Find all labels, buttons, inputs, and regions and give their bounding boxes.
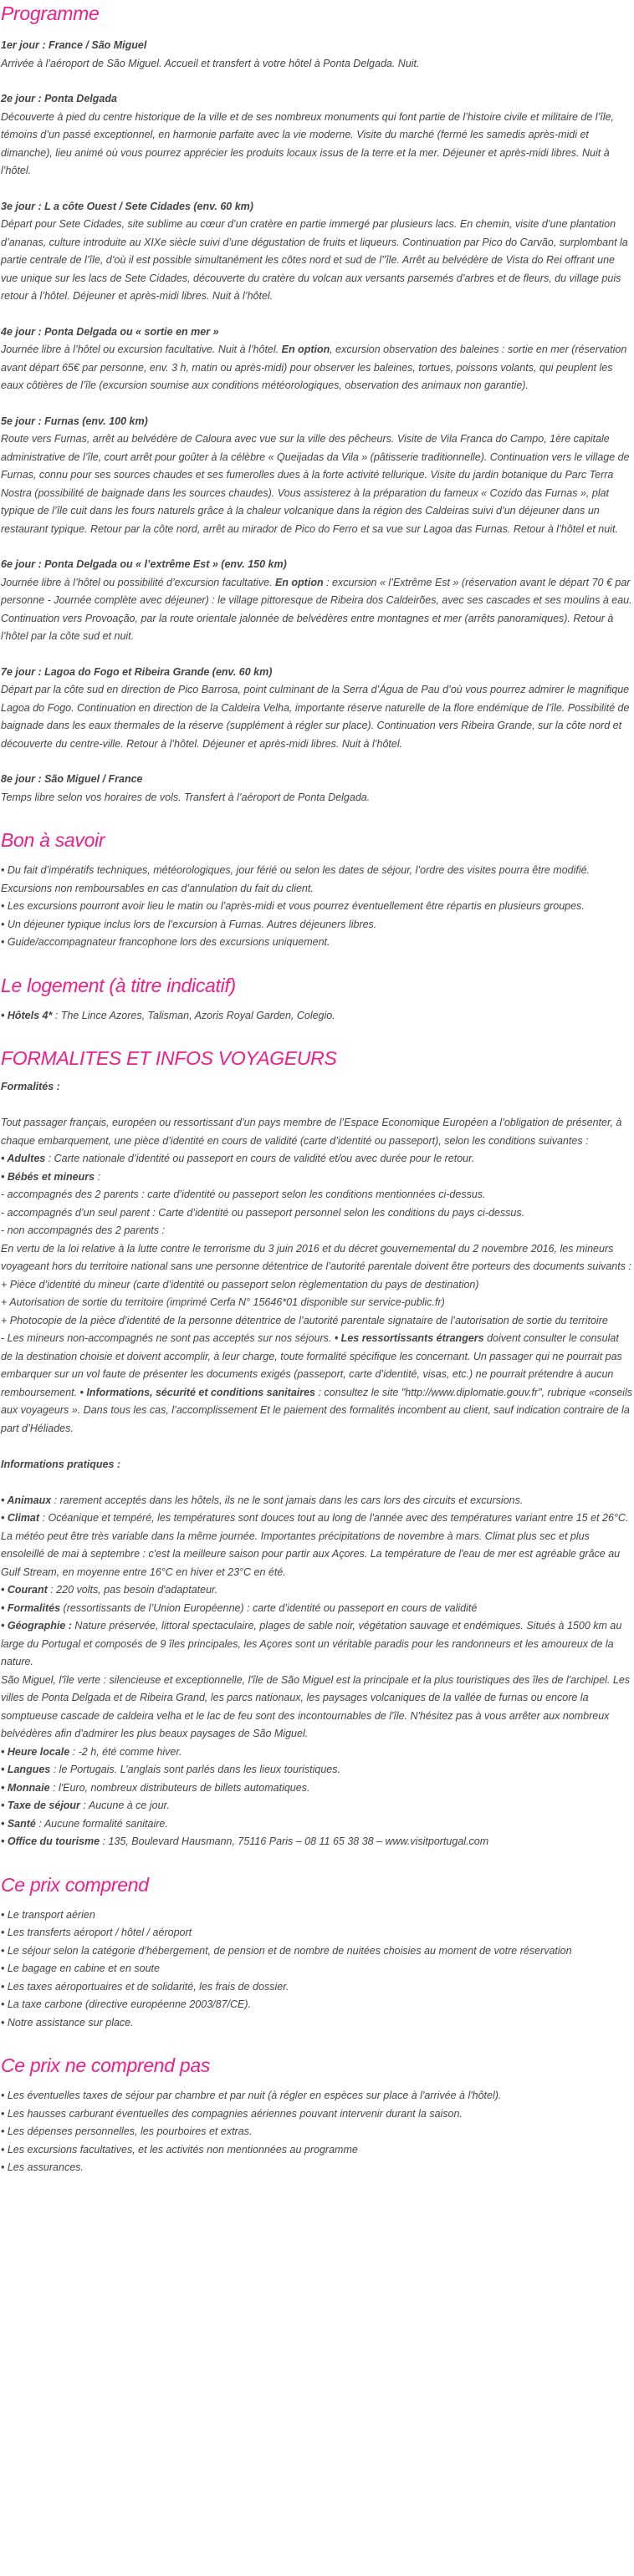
day-text: Route vers Furnas, arrêt au belvédère de Caloura avec vue sur la ville des pêcheurs. Visite de Vila Franca do Campo, 1ère capitale administrative de l’île, court arrêt pour goûter à la célèbre « Queijadas da Vila » (pâtisserie traditionnelle). Continuation vers le village de Furnas, connu pour ses sources chaudes et ses fumerolles dues à la forte activité tellurique. Visite du jardin botanique du Parc Terra Nostra (possibilité de baignade dans les sources chaudes). Vous assisterez à la préparation du fameux « Cozido das Furnas », plat typique de l’île cuit dans les fours naturels grâce à la chaleur volcanique dans la région des Caldeiras suivi d’un déjeuner dans un restaurant typique. Retour par la côte nord, arrêt au mirador de Pico do Ferro et sa vue sur Lagoa das Furnas. Retour à l’hôtel et nuit. [1,433,630,535]
pratique-item [1,1815,632,1834]
day-title: 4e jour : Ponta Delgada ou « sortie en mer » [1,325,219,338]
bebes-line [1,1168,632,1187]
list-item: • Les excursions facultatives, et les activités non mentionnées au programme [1,2143,358,2156]
pratique-text: São Miguel, l'île verte : silencieuse et exceptionnelle, l'île de São Miguel est la principale et la plus touristiques des îles de l'archipel. Les villes de Ponta Delgada et de Ribeira Grand, les parcs nationaux, les paysages volcaniques de la vallée de furnas ou encore la somptueuse cascade de caldeira velha et le lac de feu sont des incontournables de l'île. N'hésitez pas à vous arrêter aux nombreux belvédères afin d'admirer les plus beaux paysages de São Miguel. [1,1673,631,1739]
pratique-item [1,1761,632,1779]
list-item: • Du fait d’impératifs techniques, météorologiques, jour férié ou selon les dates de séjour, l’ordre des visites pourra être modifié. Excursions non remboursables en cas d’annulation du fait du client. [1,864,591,894]
pratique-item [1,1672,632,1744]
day-text: Découverte à pied du centre historique de la ville et de ses nombreux monuments qui font partie de l’histoire civile et militaire de l’île, témoins d’un passé exceptionnel, en harmonie parfaite avec la vie moderne. Visite du marché (fermé les samedis après-midi et dimanche), lieu animé où vous pourrez apprécier les produits locaux issus de la terre et la mer. Déjeuner et après-midi libres. Nuit à l’hôtel. [1,110,615,176]
day-title: 6e jour : Ponta Delgada ou « l’extrême Est » (env. 150 km) [1,558,287,570]
option-label: En option [281,344,330,355]
pratique-label: • Heure locale [1,1745,70,1758]
list-item: • Le séjour selon la catégorie d’hébergement, de pension et de nombre de nuitées choisies au moment de votre réservation [1,1944,572,1957]
etrangers-label: • Les ressortissants étrangers [334,1332,484,1344]
list-item: • La taxe carbone (directive européenne 2003/87/CE). [1,1998,252,2010]
pratique-item [1,1509,632,1581]
text-part: : consultez le site "http://www.diplomatie.gouv.fr", rubrique «conseils aux voyageurs ». Dans tous les cas, l’accomplissement Et le paiement des formalités incombent au client, sauf indication contraire de la part d’Héliades. [1,1386,632,1434]
pratique-text: : le Portugais. L’anglais sont parlés dans les lieux touristiques. [50,1764,340,1775]
list-item: • Le bagage en cabine et en soute [1,1963,160,1974]
pratique-text: : 220 volts, pas besoin d'adaptateur. [47,1584,218,1596]
list-item: • Les excursions pourront avoir lieu le matin ou l’après-midi et vous pourrez éventuellement être répartis en plusieurs groupes. [1,900,585,912]
list-item: • Les éventuelles taxes de séjour par chambre et par nuit (à régler en espèces sur place à l'arrivée à l'hôtel). [1,2090,502,2101]
pratique-text: : Aucune formalité sanitaire. [35,1817,168,1830]
formalites-line: + Photocopie de la pièce d’identité de la personne détentrice de l’autorité parentale signataire de l’autorisation de sortie du territoire [1,1314,608,1326]
section-title-formalites: FORMALITES ET INFOS VOYAGEURS [1,1047,337,1069]
option-label: En option [274,576,324,588]
pratique-label: • Langues [1,1764,51,1775]
pratique-item [1,1581,632,1600]
pratique-label: • Formalités [1,1601,61,1614]
list-item: • Les dépenses personnelles, les pourboires et extras. [1,2125,253,2137]
day-text-part: , excursion observation des baleines : sortie en mer (réservation avant départ 65€ par personne, env. 3 h, matin ou après-midi) pour observer les baleines, tortues, poissons volants, qui peuplent les eaux côtières de l’île (excursion soumise aux conditions météorologiques, observation des animaux non garantie). [1,344,627,391]
pratique-text: : l'Euro, nombreux distributeurs de billets automatiques. [49,1781,310,1794]
pratique-label: • Santé [1,1817,36,1830]
hotels-line [1,1007,632,1026]
section-title-bon-a-savoir: Bon à savoir [1,829,105,851]
day-8 [1,771,632,807]
day-text [1,574,632,646]
pratique-item [1,1833,632,1851]
adultes-label: • Adultes [1,1153,46,1164]
pratique-text: : Aucune à ce jour. [79,1800,170,1811]
bebes-label: • Bébés et mineurs [1,1170,95,1183]
bon-a-savoir-section [1,828,632,952]
adultes-line [1,1150,632,1168]
day-text: Temps libre selon vos horaires de vols. Transfert à l’aéroport de Ponta Delgada. [1,791,371,803]
section-title-prix-ne-comprend-pas: Ce prix ne comprend pas [1,2054,211,2076]
day-2 [1,90,632,181]
pratique-text: Nature préservée, littoral spectaculaire, plages de sable noir, végétation sauvage et endémiques. Situés à 1500 km au large du Portugal et composés de 9 îles principales, les Açores sont un véritable paradis pour les randonneurs et les amoureux de la nature. [1,1620,622,1667]
text-part: doivent consulter le consulat de la destination choisie et doivent accomplir, à leur charge, toute formalité spécifique les concernant. Un passager qui ne pourrait pas embarquer sur un vol faute de présenter les documents exigés (passeport, carte d’identité, visas, etc.) ne pourrait prétendre à aucun remboursement. [1,1332,622,1398]
pratique-item [1,1492,632,1510]
programme-section [1,0,632,807]
pratique-item [1,1797,632,1815]
day-3 [1,198,632,306]
day-title: 3e jour : L a côte Ouest / Sete Cidades (env. 60 km) [1,200,253,212]
day-title: 1er jour : France / São Miguel [1,39,147,51]
hotels-list: : The Lince Azores, Talisman, Azoris Royal Garden, Colegio. [54,1009,335,1021]
pratique-label: • Taxe de séjour [1,1800,80,1811]
pratique-text: : Océanique et tempéré, les températures sont douces tout au long de l'année avec des températures variant entre 15 et 26°C. La météo peut être très variable dans la même journée. Importantes précipitations de novembre à mars. Climat plus sec et plus ensoleillé de mai à septembre : c'est la meilleure saison pour partir aux Açores. La température de l'eau de mer est agréable grâce au Gulf Stream, en moyenne entre 16°C en hiver et 23°C en été. [1,1512,629,1578]
spacer [1,1438,632,1456]
day-text-part: Journée libre à l’hôtel ou excursion facultative. Nuit à l’hôtel. [1,344,282,355]
section-title-programme: Programme [1,3,100,24]
pratique-item [1,1617,632,1672]
prix-ne-comprend-pas-section [1,2054,632,2177]
day-text-part: Journée libre à l’hôtel ou possibilité d’excursion facultative. [1,576,275,588]
bebes-text: : [95,1170,101,1183]
day-5 [1,413,632,539]
spacer [1,1097,632,1115]
day-7 [1,664,632,754]
pratique-item [1,1779,632,1798]
section-title-logement: Le logement (à titre indicatif) [1,974,236,996]
hotels-label: • Hôtels 4* [1,1009,55,1021]
text-part: - Les mineurs non-accompagnés ne sont pas acceptés sur nos séjours. [1,1332,335,1344]
pratique-label: • Animaux [1,1494,52,1506]
formalites-line: + Pièce d’identité du mineur (carte d’identité ou passeport selon règlementation du pays de destination) [1,1278,479,1291]
formalites-line: - accompagnés des 2 parents : carte d’identité ou passeport selon les conditions mentionnées ci-dessus. [1,1189,486,1200]
pratique-label: • Office du tourisme [1,1835,100,1847]
pratiques-subtitle: Informations pratiques : [1,1458,121,1470]
formalites-section [1,1046,632,1851]
section-title-prix-comprend: Ce prix comprend [1,1873,149,1896]
day-title: 2e jour : Ponta Delgada [1,93,117,104]
list-item: • Le transport aérien [1,1908,95,1921]
day-text: Départ par la côte sud en direction de Pico Barrosa, point culminant de la Serra d’Água de Pau d’où vous pourrez admirer le magnifique Lagoa do Fogo. Continuation en direction de la Caldeira Velha, importante réserve naturelle de la flore endémique de l’île. Possibilité de baignade dans les eaux thermales de la réserve (supplément à régler sur place). Continuation vers Ribeira Grande, sur la côte nord et découverte du centre-ville. Retour à l’hôtel. Déjeuner et après-midi libres. Nuit à l’hôtel. [1,684,630,750]
formalites-line: - non accompagnés des 2 parents : [1,1224,165,1236]
list-item: • Guide/accompagnateur francophone lors des excursions uniquement. [1,936,330,948]
formalites-line: En vertu de la loi relative à la lutte contre le terrorisme du 3 juin 2016 et du décret gouvernemental du 2 novembre 2016, les mineurs voyageant hors du territoire national sans une personne détentrice de l’autorité parentale doivent être porteurs des documents suivants : [1,1242,631,1272]
list-item: • Les assurances. [1,2161,84,2173]
day-text: Arrivée à l’aéroport de São Miguel. Accueil et transfert à votre hôtel à Ponta Delgada. Nuit. [1,57,420,69]
day-text: Départ pour Sete Cidades, site sublime au cœur d’un cratère en partie immergé par plusieurs lacs. En chemin, visite d’une plantation d’ananas, culture introduite au XIXe siècle suivi d’une dégustation de fruits et liqueurs. Continuation par Pico do Carvão, surplombant la partie centrale de l’île, d’où il est possible simultanément les côtes nord et sud de l’’île. Arrêt au belvédère de Vista do Rei offrant une vue unique sur les lacs de Sete Cidades, découverte du cratère du volcan aux versants parsemés d’arbres et de fleurs, du village puis retour à l’hôtel. Déjeuner et après-midi libres. Nuit à l’hôtel. [1,218,628,302]
pratique-label: • Courant [1,1584,48,1596]
day-4 [1,323,632,395]
pratique-text: (ressortissants de l’Union Européenne) : carte d’identité ou passeport en cours de validité [60,1601,478,1614]
list-item: • Les transferts aéroport / hôtel / aéroport [1,1927,192,1938]
list-item: • Les taxes aéroportuaires et de solidarité, les frais de dossier. [1,1980,289,1993]
list-item: • Notre assistance sur place. [1,2016,134,2029]
formalites-intro: Tout passager français, européen ou ressortissant d’un pays membre de l’Espace Economique Européen a l’obligation de présenter, à chaque embarquement, une pièce d’identité en cours de validité (carte d’identité ou passeport), selon les conditions suivantes : [1,1117,622,1147]
formalites-line: + Autorisation de sortie du territoire (imprimé Cerfa N° 15646*01 disponible sur service-public.fr) [1,1296,445,1308]
pratique-item [1,1744,632,1762]
pratique-label: • Climat [1,1512,40,1524]
securite-label: • Informations, sécurité et conditions sanitaires [79,1386,316,1398]
pratique-item [1,1600,632,1618]
day-title: 7e jour : Lagoa do Fogo et Ribeira Grande (env. 60 km) [1,665,273,678]
pratique-label: • Monnaie [1,1781,50,1794]
day-6 [1,556,632,646]
formalites-line: - accompagnés d’un seul parent : Carte d’identité ou passeport personnel selon les conditions du pays ci-dessus. [1,1206,525,1219]
day-title: 5e jour : Furnas (env. 100 km) [1,415,148,427]
day-title: 8e jour : São Miguel / France [1,773,143,785]
logement-section [1,974,632,1026]
day-1 [1,37,632,73]
pratique-text: : 135, Boulevard Hausmann, 75116 Paris – 08 11 65 38 38 – www.visitportugal.com [100,1835,489,1847]
pratique-label: • Géographie : [1,1620,72,1632]
pratique-text: : -2 h, été comme hiver. [69,1745,182,1758]
day-text-part: : excursion « l’Extrême Est » (réservation avant le départ 70 € par personne - Journée complète avec déjeuner) : le village pittoresque de Ribeira dos Caldeirões, avec ses cascades et ses moulins à eau. Continuation vers Provoação, par la route orientale jalonnée de belvédères entre montagnes et mer (arrêts panoramiques). Retour à l’hôtel par la côte sud et nuit. [1,576,632,642]
prix-comprend-section [1,1873,632,2033]
spacer [1,1474,632,1492]
formalites-subtitle: Formalités : [1,1081,60,1092]
adultes-text: : Carte nationale d’identité ou passeport en cours de validité et/ou avec durée pour le retour. [45,1153,475,1164]
pratique-text: : rarement acceptés dans les hôtels, ils ne le sont jamais dans les cars lors des circuits et excursions. [51,1494,524,1506]
list-item: • Un déjeuner typique inclus lors de l’excursion à Furnas. Autres déjeuners libres. [1,918,377,930]
day-text [1,341,632,395]
list-item: • Les hausses carburant éventuelles des compagnies aériennes pouvant intervenir durant la saison. [1,2107,463,2120]
formalites-final [1,1330,632,1438]
